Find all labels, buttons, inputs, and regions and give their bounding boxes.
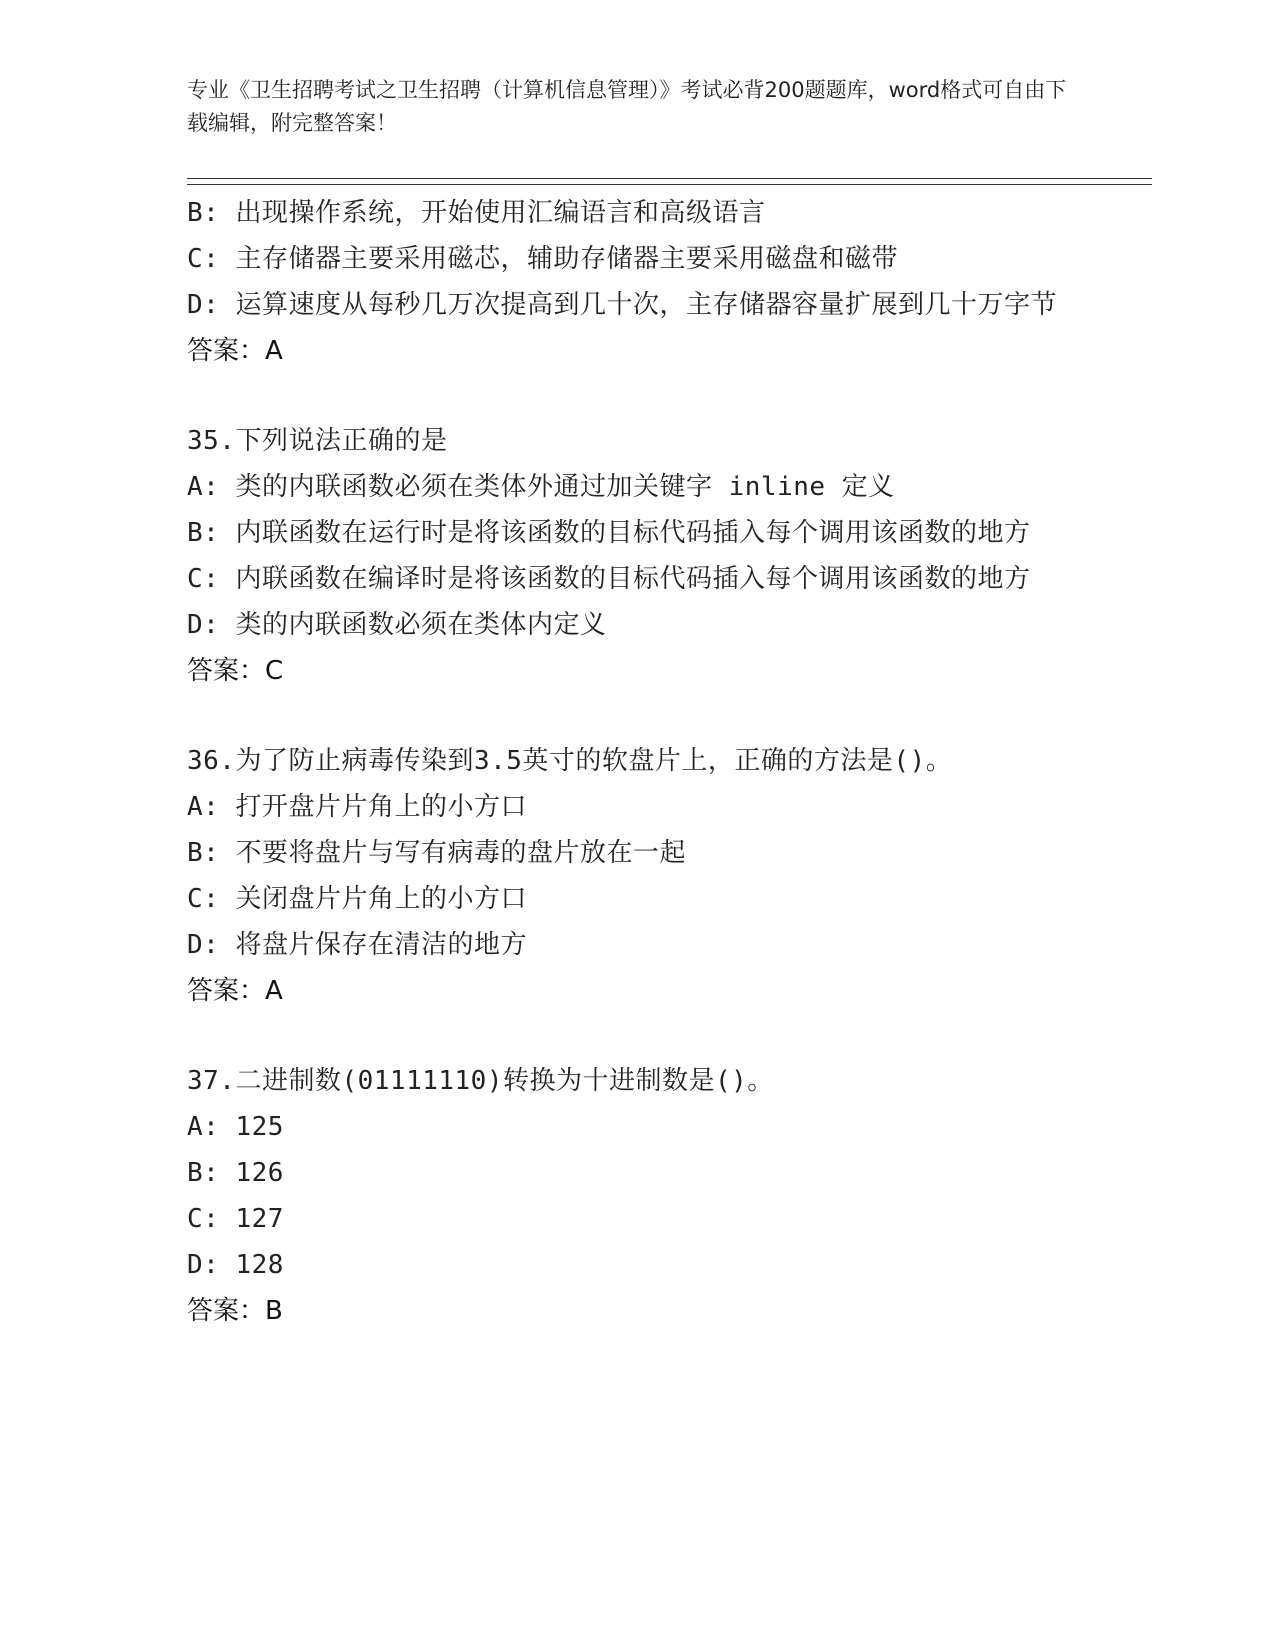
option-a: A: 打开盘片片角上的小方口 <box>187 792 527 822</box>
question-stem: 36.为了防止病毒传染到3.5英寸的软盘片上，正确的方法是()。 <box>187 746 953 776</box>
option-b: B: 126 <box>187 1158 284 1188</box>
question-list <box>187 190 1087 1334</box>
option-d: D: 运算速度从每秒几万次提高到几十次，主存储器容量扩展到几十万字节 <box>187 290 1057 320</box>
answer-label: 答案：C <box>187 656 284 686</box>
option-c: C: 内联函数在编译时是将该函数的目标代码插入每个调用该函数的地方 <box>187 564 1031 594</box>
header-rule-bottom <box>187 184 1152 185</box>
answer-label: 答案：A <box>187 336 283 366</box>
option-c: C: 关闭盘片片角上的小方口 <box>187 884 527 914</box>
answer-label: 答案：A <box>187 976 283 1006</box>
question-stem: 35.下列说法正确的是 <box>187 426 448 456</box>
question-35 <box>187 418 1087 694</box>
option-a: A: 125 <box>187 1112 284 1142</box>
question-stem: 37.二进制数(01111110)转换为十进制数是()。 <box>187 1066 774 1096</box>
question-37 <box>187 1058 1087 1334</box>
answer-label: 答案：B <box>187 1296 283 1326</box>
question-36 <box>187 738 1087 1014</box>
option-c: C: 127 <box>187 1204 284 1234</box>
option-b: B: 出现操作系统，开始使用汇编语言和高级语言 <box>187 198 766 228</box>
option-b: B: 不要将盘片与写有病毒的盘片放在一起 <box>187 838 686 868</box>
question-34-continued <box>187 190 1087 374</box>
option-b: B: 内联函数在运行时是将该函数的目标代码插入每个调用该函数的地方 <box>187 518 1031 548</box>
option-c: C: 主存储器主要采用磁芯，辅助存储器主要采用磁盘和磁带 <box>187 244 898 274</box>
option-d: D: 128 <box>187 1250 284 1280</box>
document-header: 专业《卫生招聘考试之卫生招聘（计算机信息管理）》考试必背200题题库，word格式可自由下载编辑，附完整答案！ <box>187 78 1067 135</box>
option-a: A: 类的内联函数必须在类体外通过加关键字 inline 定义 <box>187 472 895 502</box>
option-d: D: 将盘片保存在清洁的地方 <box>187 930 527 960</box>
header-rule-top <box>187 178 1152 179</box>
option-d: D: 类的内联函数必须在类体内定义 <box>187 610 607 640</box>
